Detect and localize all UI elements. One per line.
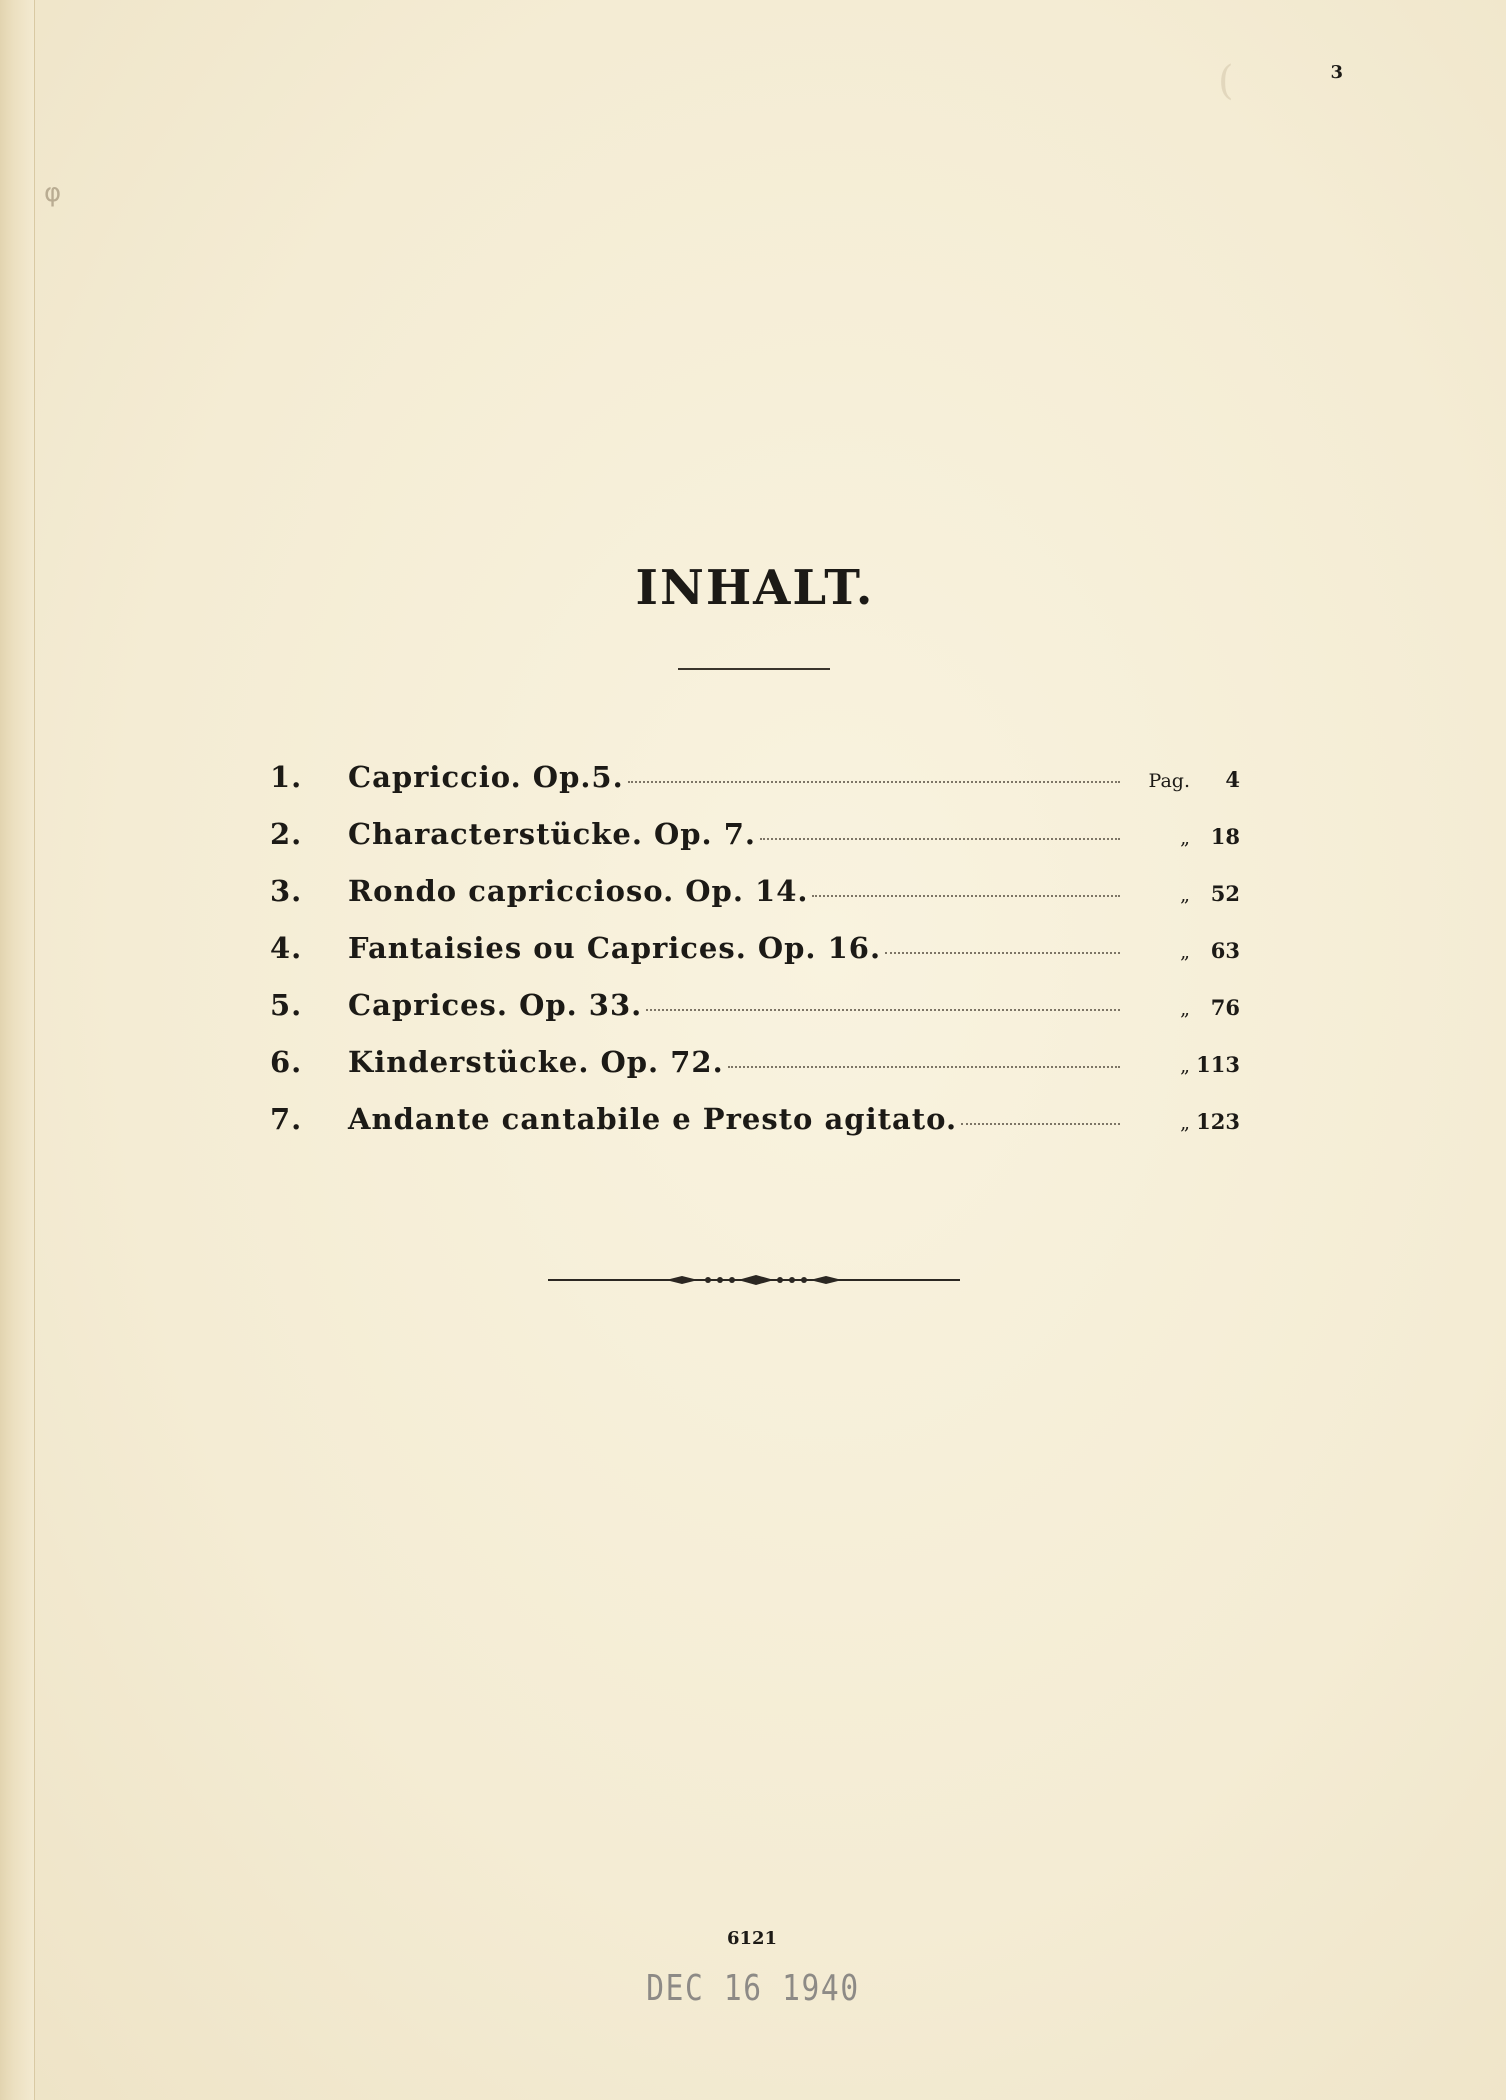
toc-page-label: „ [1180,941,1190,963]
toc-entry-number: 2. [270,817,303,851]
library-date-stamp: DEC 16 1940 [646,1968,860,2009]
toc-dot-leader [961,1123,1120,1125]
title-divider [678,668,830,670]
toc-entry-title: Caprices. Op. 33. [348,988,643,1022]
toc-entry [270,931,1240,988]
page-number: 3 [1330,62,1343,83]
toc-page-number: 123 [1196,1109,1240,1134]
toc-entry-number: 5. [270,988,303,1022]
toc-page-label: „ [1180,998,1190,1020]
toc-page-label: Pag. [1148,770,1190,792]
toc-entry-number: 6. [270,1045,303,1079]
toc-entry-title: Characterstücke. Op. 7. [348,817,757,851]
toc-entry [270,1102,1240,1159]
toc-entry [270,1045,1240,1102]
toc-page-number: 4 [1225,767,1240,792]
toc-page-number: 76 [1210,995,1240,1020]
toc-dot-leader [812,895,1120,897]
toc-page-label: „ [1180,1112,1190,1134]
toc-entry [270,817,1240,874]
toc-entry-title: Andante cantabile e Presto agitato. [348,1102,958,1136]
toc-page-label: „ [1180,1055,1190,1077]
toc-page-number: 52 [1210,881,1240,906]
toc-entry [270,760,1240,817]
toc-entry-number: 4. [270,931,303,965]
toc-page-number: 113 [1196,1052,1240,1077]
toc-entry [270,988,1240,1045]
binding-edge [0,0,35,2100]
pencil-mark-icon: φ [44,178,62,208]
toc-dot-leader [885,952,1120,954]
toc-entry-title: Rondo capriccioso. Op. 14. [348,874,809,908]
toc-entry [270,874,1240,931]
toc-entry-title: Capriccio. Op.5. [348,760,624,794]
toc-dot-leader [760,838,1120,840]
toc-entry-title: Fantaisies ou Caprices. Op. 16. [348,931,882,965]
toc-page-label: „ [1180,884,1190,906]
ornamental-divider-icon [548,1270,960,1290]
corner-smudge-icon: ( [1218,58,1234,104]
toc-page-number: 63 [1210,938,1240,963]
toc-dot-leader [646,1009,1120,1011]
toc-page-label: „ [1180,827,1190,849]
toc-entry-number: 1. [270,760,303,794]
toc-entry-title: Kinderstücke. Op. 72. [348,1045,724,1079]
toc-page-number: 18 [1210,824,1240,849]
plate-number: 6121 [726,1928,778,1949]
toc-entry-number: 3. [270,874,303,908]
toc-dot-leader [728,1066,1120,1068]
page-title: INHALT. [635,560,875,616]
table-of-contents [270,760,1240,1159]
toc-dot-leader [628,781,1120,783]
toc-entry-number: 7. [270,1102,303,1136]
